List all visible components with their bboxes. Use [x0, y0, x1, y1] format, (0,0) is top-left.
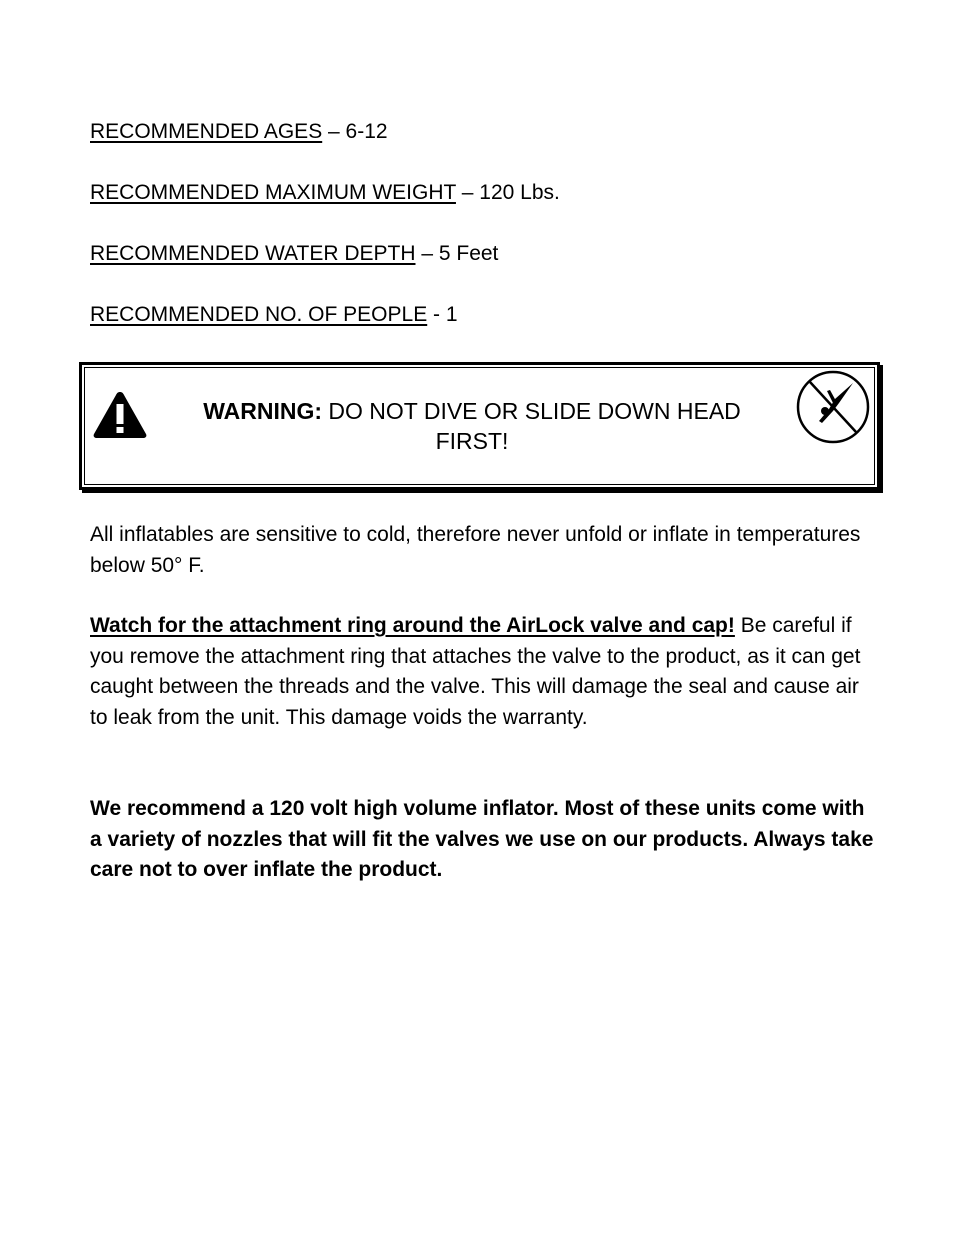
spec-label: RECOMMENDED WATER DEPTH [90, 242, 416, 265]
warning-label: WARNING: [203, 398, 323, 424]
no-diving-icon [795, 369, 871, 445]
valve-warning-body: Be careful if you remove the attachment ring that attaches the valve to the product, as it can get caught between the threads and the valve. This will damage the seal and cause air to leak from the unit. This damage voids the warranty. [90, 614, 861, 729]
spec-label: RECOMMENDED NO. OF PEOPLE [90, 303, 428, 326]
spec-recommended-max-weight [90, 180, 560, 206]
warning-message: DO NOT DIVE OR SLIDE DOWN HEAD FIRST! [322, 398, 741, 454]
spec-label: RECOMMENDED AGES [90, 120, 323, 143]
spec-recommended-no-of-people [90, 302, 458, 328]
spec-value: – 120 Lbs. [455, 181, 560, 204]
spec-value: – 5 Feet [415, 242, 499, 265]
spec-recommended-ages [90, 119, 388, 145]
warning-box [79, 362, 880, 490]
valve-warning-paragraph [90, 611, 880, 733]
spec-recommended-water-depth [90, 241, 498, 267]
spec-label: RECOMMENDED MAXIMUM WEIGHT [90, 181, 456, 204]
spec-value: – 6-12 [322, 120, 388, 143]
inflator-recommendation-paragraph: We recommend a 120 volt high volume inflator. Most of these units come with a variety of nozzles that will fit the valves we use on our products. Always take care not to over inflate the product. [90, 797, 874, 881]
cold-warning-paragraph: All inflatables are sensitive to cold, therefore never unfold or inflate in temperatures below 50° F. [90, 523, 861, 577]
warning-triangle-icon [92, 390, 148, 440]
spec-value: - 1 [427, 303, 458, 326]
valve-warning-heading: Watch for the attachment ring around the AirLock valve and cap! [90, 614, 735, 637]
warning-text [187, 396, 757, 456]
